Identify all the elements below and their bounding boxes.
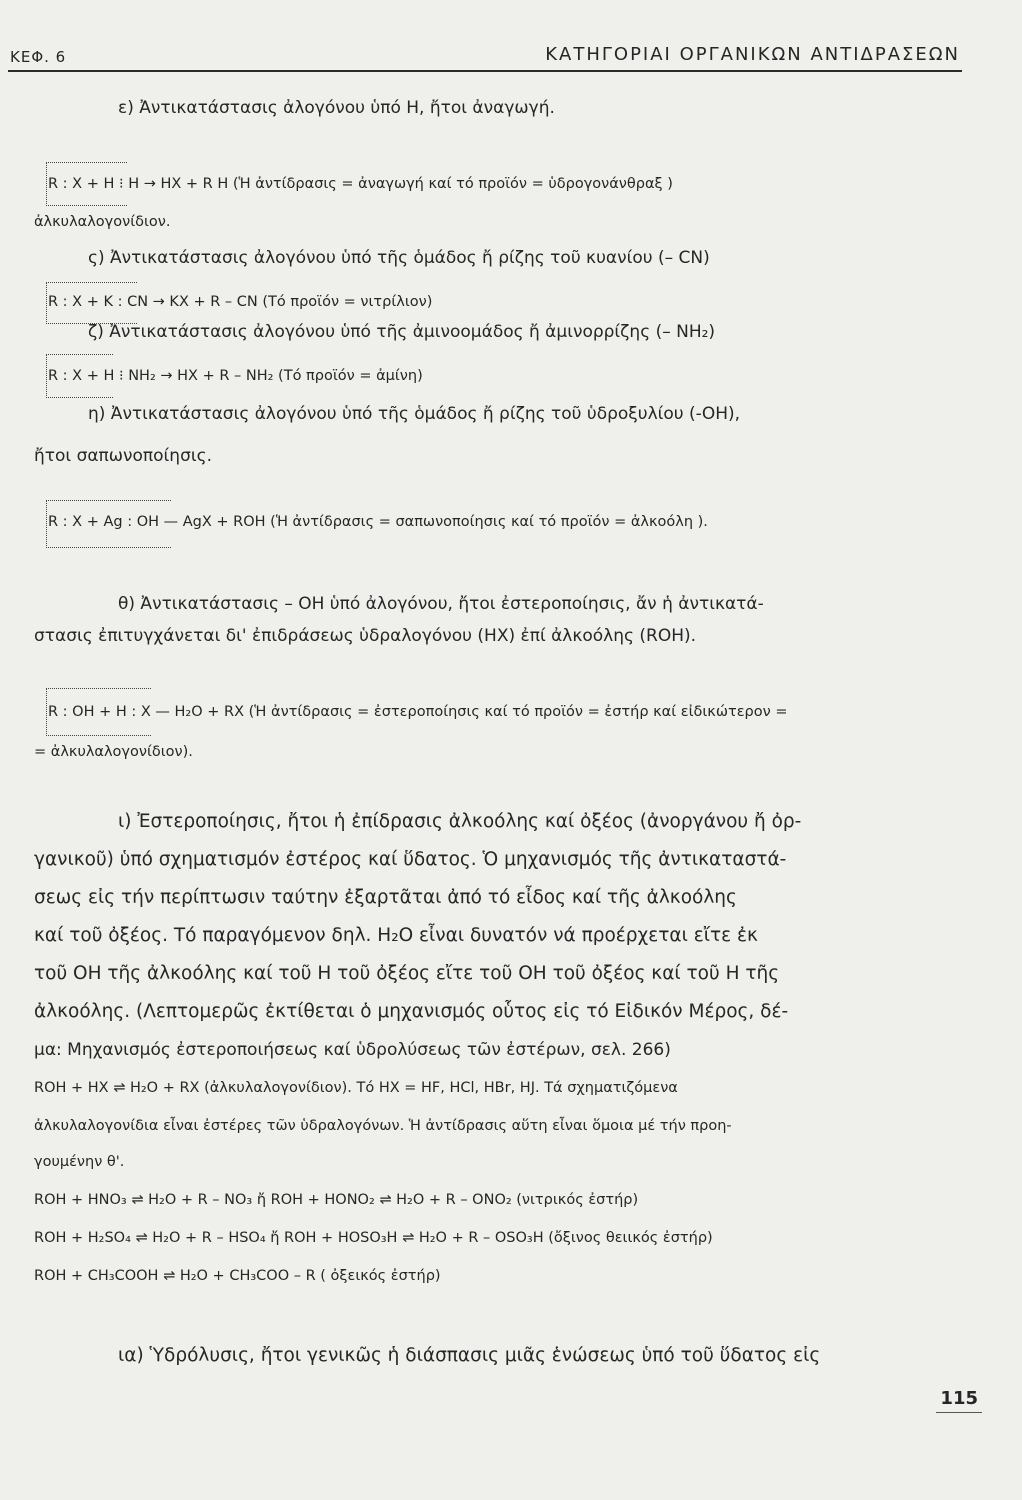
reaction-line: ROH + HX ⇌ H₂O + RX (ἀλκυλαλογονίδιον). Τό HX = HF, HCl, HBr, HJ. Τά σχηματιζόμενα <box>34 1080 678 1096</box>
reaction-line: ROH + CH₃COOH ⇌ H₂O + CH₃COO – R ( ὀξεικός ἐστήρ) <box>34 1268 441 1284</box>
text-line: καί τοῦ ὀξέος. Τό παραγόμενον δηλ. H₂O εἶναι δυνατόν νά προέρχεται εἴτε ἐκ <box>34 925 758 946</box>
text-line: στασις ἐπιτυγχάνεται δι' ἐπιδράσεως ὑδραλογόνου (HX) ἐπί ἀλκοόλης (ROH). <box>34 626 697 646</box>
reaction-line: R : X + Ag : OH — AgX + ROH (Ἡ ἀντίδρασις = σαπωνοποίησις καί τό προϊόν = ἀλκοόλη ). <box>48 514 708 530</box>
reaction-line: R : OH + H : X — H₂O + RX (Ἡ ἀντίδρασις = ἐστεροποίησις καί τό προϊόν = ἐστήρ καί εἰδικώτερον = <box>48 704 788 720</box>
reaction-line: ROH + HNO₃ ⇌ H₂O + R – NO₃ ἤ ROH + HONO₂ ⇌ H₂O + R – ONO₂ (νιτρικός ἐστήρ) <box>34 1192 639 1208</box>
reaction-line: R : X + K : CN → KX + R – CN (Τό προϊόν = νιτρίλιον) <box>48 294 433 310</box>
text-line: γανικοῦ) ὑπό σχηματισμόν ἐστέρος καί ὕδατος. Ὁ μηχανισμός τῆς ἀντικαταστά- <box>34 849 787 870</box>
chapter-label: ΚΕΦ. 6 <box>10 48 67 66</box>
section-heading-h: η) Ἀντικατάστασις ἀλογόνου ὑπό τῆς ὁμάδος ἤ ρίζης τοῦ ὑδροξυλίου (-OH), <box>88 404 741 424</box>
running-title: ΚΑΤΗΓΟΡΙΑΙ ΟΡΓΑΝΙΚΩΝ ΑΝΤΙΔΡΑΣΕΩΝ <box>545 44 960 65</box>
section-heading-st: ς) Ἀντικατάστασις ἀλογόνου ὑπό τῆς ὁμάδος ἤ ρίζης τοῦ κυανίου (– CN) <box>88 248 710 268</box>
section-heading-e: ε) Ἀντικατάστασις ἀλογόνου ὑπό Η, ἤτοι ἀναγωγή. <box>118 98 555 118</box>
page-number-rule <box>936 1412 982 1413</box>
text-line: γουμένην θ'. <box>34 1154 125 1170</box>
reaction-line: ROH + H₂SO₄ ⇌ H₂O + R – HSO₄ ἤ ROH + HOSO₃H ⇌ H₂O + R – OSO₃H (ὄξινος θειικός ἐστήρ) <box>34 1230 713 1246</box>
section-heading-z: ζ) Ἀντικατάστασις ἀλογόνου ὑπό τῆς ἀμινοομάδος ἤ ἀμινορρίζης (– NH₂) <box>88 322 716 342</box>
text-line: ἀλκυλαλογονίδιον. <box>34 214 171 230</box>
header-rule <box>8 70 962 72</box>
reaction-line: R : X + H ⁝ NH₂ → HX + R – NH₂ (Τό προϊόν = ἀμίνη) <box>48 368 423 384</box>
page-number: 115 <box>940 1388 978 1409</box>
text-line: ἤτοι σαπωνοποίησις. <box>34 446 212 466</box>
text-line: ἀλκοόλης. (Λεπτομερῶς ἐκτίθεται ὁ μηχανισμός οὗτος εἰς τό Εἰδικόν Μέρος, δέ- <box>34 1001 789 1022</box>
section-heading-ia: ια) Ὑδρόλυσις, ἤτοι γενικῶς ἡ διάσπασις μιᾶς ἑνώσεως ὑπό τοῦ ὕδατος εἰς <box>118 1345 821 1366</box>
section-heading-th: θ) Ἀντικατάστασις – OH ὑπό ἀλογόνου, ἤτοι ἐστεροποίησις, ἄν ἡ ἀντικατά- <box>118 594 764 614</box>
text-line: τοῦ OH τῆς ἀλκοόλης καί τοῦ H τοῦ ὀξέος εἴτε τοῦ OH τοῦ ὀξέος καί τοῦ H τῆς <box>34 963 780 984</box>
text-line: μα: Μηχανισμός ἐστεροποιήσεως καί ὑδρολύσεως τῶν ἐστέρων, σελ. 266) <box>34 1040 671 1060</box>
text-line: σεως εἰς τήν περίπτωσιν ταύτην ἐξαρτᾶται ἀπό τό εἶδος καί τῆς ἀλκοόλης <box>34 887 737 908</box>
reaction-line: R : X + H ⁝ H → HX + R H (Ἡ ἀντίδρασις = ἀναγωγή καί τό προϊόν = ὑδρογονάνθραξ ) <box>48 176 673 192</box>
section-heading-i: ι) Ἐστεροποίησις, ἤτοι ἡ ἐπίδρασις ἀλκοόλης καί ὀξέος (ἀνοργάνου ἤ ὀρ- <box>118 811 802 832</box>
text-line: = ἀλκυλαλογονίδιον). <box>34 744 193 760</box>
text-line: ἀλκυλαλογονίδια εἶναι ἐστέρες τῶν ὑδραλογόνων. Ἡ ἀντίδρασις αὕτη εἶναι ὅμοια μέ τήν προη- <box>34 1118 732 1134</box>
